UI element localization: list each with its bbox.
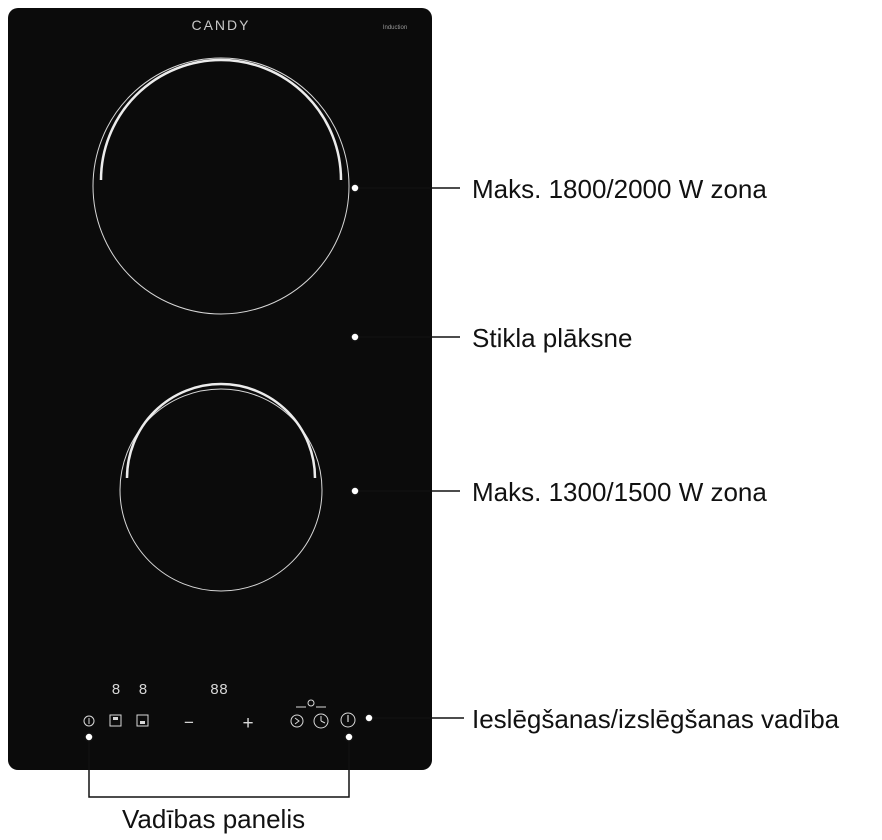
label-glass-plate: Stikla plāksne <box>472 323 633 353</box>
label-small-zone: Maks. 1300/1500 W zona <box>472 477 767 507</box>
label-control-panel: Vadības panelis <box>122 804 306 834</box>
timer-display: 88 <box>209 682 229 699</box>
brand-logo: CANDY <box>191 17 251 33</box>
label-on-off: Ieslēgšanas/izslēgšanas vadība <box>472 704 840 734</box>
induction-badge: Induction <box>382 25 408 31</box>
plus-button[interactable]: + <box>242 713 254 734</box>
zone-display-2: 8 <box>138 682 148 699</box>
zone-display-1: 8 <box>111 682 121 699</box>
minus-button[interactable]: − <box>184 713 194 732</box>
label-large-zone: Maks. 1800/2000 W zona <box>472 174 767 204</box>
